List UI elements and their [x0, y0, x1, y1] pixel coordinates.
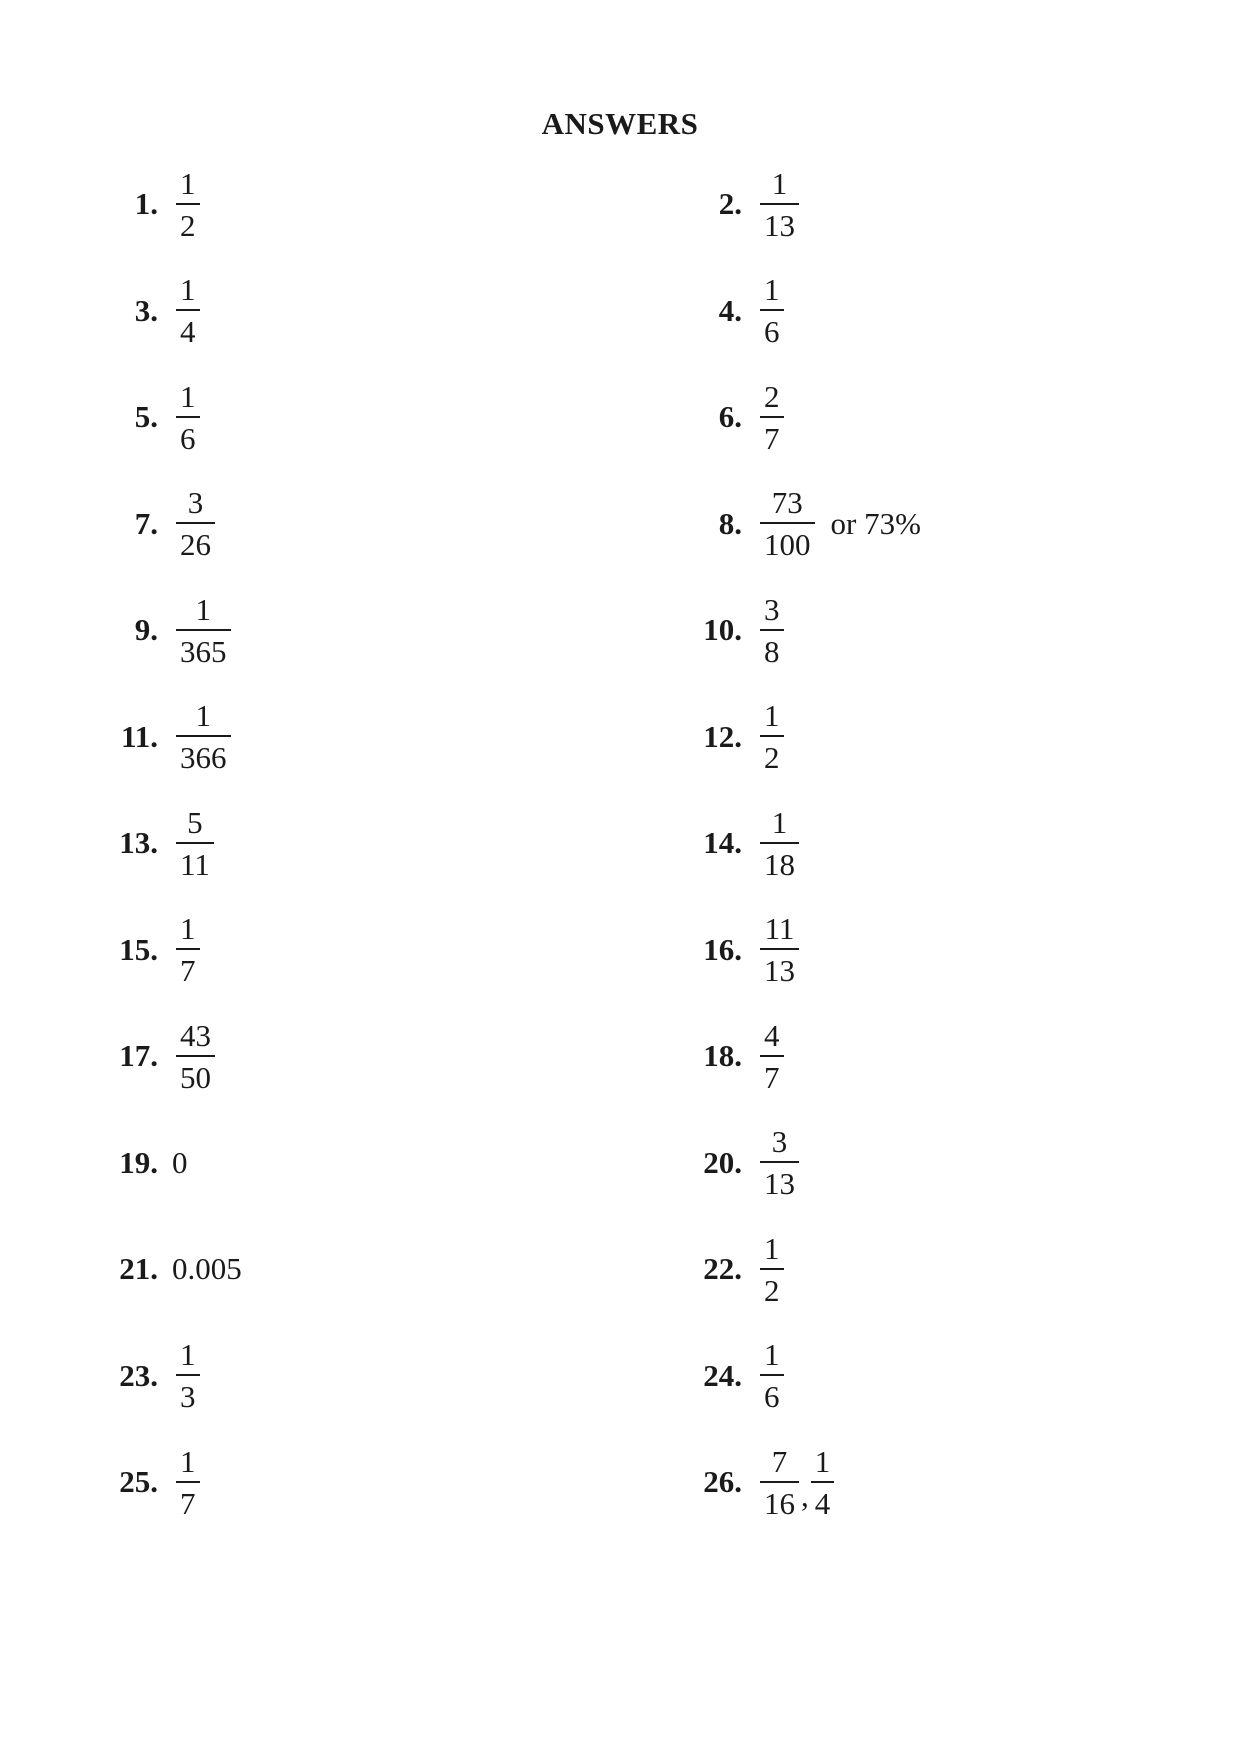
answer-item	[690, 273, 788, 349]
numerator: 3	[771, 1124, 788, 1159]
denominator: 13	[760, 948, 799, 986]
numerator: 7	[771, 1443, 788, 1479]
answer-number: 2.	[718, 186, 742, 221]
answer-value	[756, 1230, 788, 1308]
answer-number: 4.	[718, 292, 742, 328]
answer-item	[690, 1018, 788, 1094]
numerator: 1	[180, 378, 196, 414]
numerator: 1	[764, 1337, 780, 1372]
numerator: 43	[180, 1017, 211, 1053]
fraction	[176, 165, 200, 243]
answer-number: 24.	[703, 1357, 742, 1393]
denominator: 13	[760, 203, 799, 241]
fraction	[176, 591, 231, 669]
denominator: 11	[176, 842, 214, 880]
denominator: 6	[760, 309, 784, 347]
fraction	[760, 804, 799, 882]
answer-item	[690, 699, 788, 775]
numerator: 73	[771, 485, 803, 520]
fraction	[176, 700, 231, 773]
answer-value	[172, 274, 204, 347]
answer-value	[756, 591, 788, 669]
denominator: 8	[760, 629, 784, 667]
numerator: 1	[195, 698, 211, 733]
numerator: 1	[764, 1230, 780, 1266]
denominator: 7	[176, 948, 200, 986]
fraction	[760, 165, 799, 243]
fraction	[176, 1339, 200, 1412]
fraction	[760, 1443, 799, 1521]
answer-number: 17.	[119, 1038, 158, 1073]
denominator: 365	[176, 629, 231, 667]
answer-value	[756, 804, 803, 882]
answer-value	[756, 378, 788, 456]
answer-item	[114, 1125, 188, 1201]
denominator: 4	[811, 1481, 835, 1519]
answer-item	[690, 592, 788, 668]
fraction	[760, 1339, 784, 1412]
fraction	[176, 274, 200, 347]
answer-value	[756, 1126, 803, 1199]
numerator: 1	[180, 1337, 196, 1372]
answer-number: 1.	[134, 186, 158, 221]
numerator: 1	[180, 911, 196, 946]
denominator: 7	[760, 416, 784, 454]
answer-value	[756, 913, 803, 986]
numerator: 2	[764, 378, 780, 414]
answer-value	[756, 1017, 788, 1095]
answer-number: 18.	[703, 1038, 742, 1073]
fraction	[760, 378, 784, 456]
answer-value	[172, 700, 235, 773]
answer-number: 15.	[119, 931, 158, 967]
answer-item	[690, 379, 788, 455]
denominator: 16	[760, 1481, 799, 1519]
answer-value	[756, 700, 788, 773]
numerator: 1	[180, 272, 196, 307]
answer-item	[114, 805, 218, 881]
answer-value	[172, 1443, 204, 1521]
fraction	[760, 913, 799, 986]
numerator: 1	[180, 1443, 196, 1479]
answer-item	[690, 1231, 788, 1307]
answer-number: 13.	[119, 825, 158, 860]
fraction	[760, 700, 784, 773]
fraction	[176, 487, 215, 560]
answer-value	[172, 1339, 204, 1412]
answer-value	[172, 1145, 188, 1181]
fraction	[760, 274, 784, 347]
fraction	[760, 1017, 784, 1095]
answer-value	[756, 165, 803, 243]
denominator: 7	[760, 1055, 784, 1093]
numerator: 1	[180, 165, 196, 201]
fraction	[176, 1017, 215, 1095]
answer-item	[114, 273, 204, 349]
answer-number: 8.	[718, 505, 742, 541]
denominator: 2	[760, 1268, 784, 1306]
denominator: 366	[176, 735, 231, 773]
answer-item	[690, 912, 803, 988]
answer-item	[114, 1018, 219, 1094]
fraction	[760, 1230, 784, 1308]
answer-item	[114, 166, 204, 242]
answer-number: 25.	[119, 1464, 158, 1499]
denominator: 100	[760, 522, 815, 560]
answer-number: 10.	[703, 612, 742, 647]
answer-plain-value: 0.005	[172, 1251, 242, 1286]
denominator: 6	[176, 416, 200, 454]
answer-item	[114, 1338, 204, 1414]
denominator: 26	[176, 522, 215, 560]
numerator: 1	[195, 591, 211, 627]
answer-number: 16.	[703, 931, 742, 967]
denominator: 2	[760, 735, 784, 773]
answer-item	[114, 912, 204, 988]
denominator: 2	[176, 203, 200, 241]
answer-number: 12.	[703, 718, 742, 754]
denominator: 3	[176, 1374, 200, 1412]
answer-value	[172, 804, 218, 882]
answer-number: 11.	[120, 718, 158, 754]
answer-item	[114, 1231, 242, 1307]
answer-number: 7.	[134, 505, 158, 541]
answer-number: 6.	[718, 399, 742, 434]
answer-item	[690, 1125, 803, 1201]
answer-value	[756, 1339, 788, 1412]
answer-number: 19.	[119, 1144, 158, 1180]
answer-number: 3.	[134, 292, 158, 328]
fraction	[811, 1443, 835, 1521]
answer-item	[690, 166, 803, 242]
answer-value	[172, 165, 204, 243]
answer-item	[690, 486, 921, 562]
answer-value	[172, 487, 219, 560]
page-title: ANSWERS	[541, 106, 699, 141]
numerator: 5	[187, 804, 203, 840]
answer-item	[114, 699, 235, 775]
numerator: 4	[764, 1017, 780, 1053]
answer-value	[172, 378, 204, 456]
answer-number: 14.	[703, 825, 742, 860]
answer-item	[114, 592, 235, 668]
answer-value	[172, 591, 235, 669]
answer-value	[756, 487, 921, 560]
answer-item	[690, 1338, 788, 1414]
denominator: 7	[176, 1481, 200, 1519]
answer-value	[172, 1251, 242, 1287]
denominator: 50	[176, 1055, 215, 1093]
fraction	[176, 1443, 200, 1521]
numerator: 1	[771, 804, 788, 840]
denominator: 6	[760, 1374, 784, 1412]
fraction	[760, 591, 784, 669]
answer-number: 9.	[134, 612, 158, 647]
answer-number: 5.	[134, 399, 158, 434]
numerator: 1	[764, 698, 780, 733]
numerator: 3	[187, 485, 204, 520]
answer-value	[756, 274, 788, 347]
numerator: 1	[764, 272, 780, 307]
answer-number: 21.	[119, 1251, 158, 1286]
fraction	[176, 378, 200, 456]
answer-value	[172, 913, 204, 986]
numerator: 1	[771, 165, 788, 201]
answer-number: 22.	[703, 1251, 742, 1286]
answer-number: 26.	[703, 1464, 742, 1499]
denominator: 4	[176, 309, 200, 347]
numerator: 11	[764, 911, 795, 946]
answer-item	[114, 486, 219, 562]
fraction	[760, 487, 815, 560]
answer-number: 20.	[703, 1144, 742, 1180]
fraction	[176, 804, 214, 882]
denominator: 13	[760, 1161, 799, 1199]
fraction	[760, 1126, 799, 1199]
answer-number: 23.	[119, 1357, 158, 1393]
answer-suffix: or 73%	[830, 505, 921, 541]
fraction	[176, 913, 200, 986]
numerator: 3	[764, 591, 780, 627]
answer-item	[114, 379, 204, 455]
answer-item	[690, 805, 803, 881]
fraction-separator: ,	[801, 1478, 809, 1513]
answer-item	[114, 1444, 204, 1520]
answer-value	[172, 1017, 219, 1095]
answer-item	[690, 1444, 838, 1520]
answer-plain-value: 0	[172, 1144, 188, 1180]
numerator: 1	[814, 1443, 831, 1479]
answer-value	[756, 1443, 838, 1521]
denominator: 18	[760, 842, 799, 880]
